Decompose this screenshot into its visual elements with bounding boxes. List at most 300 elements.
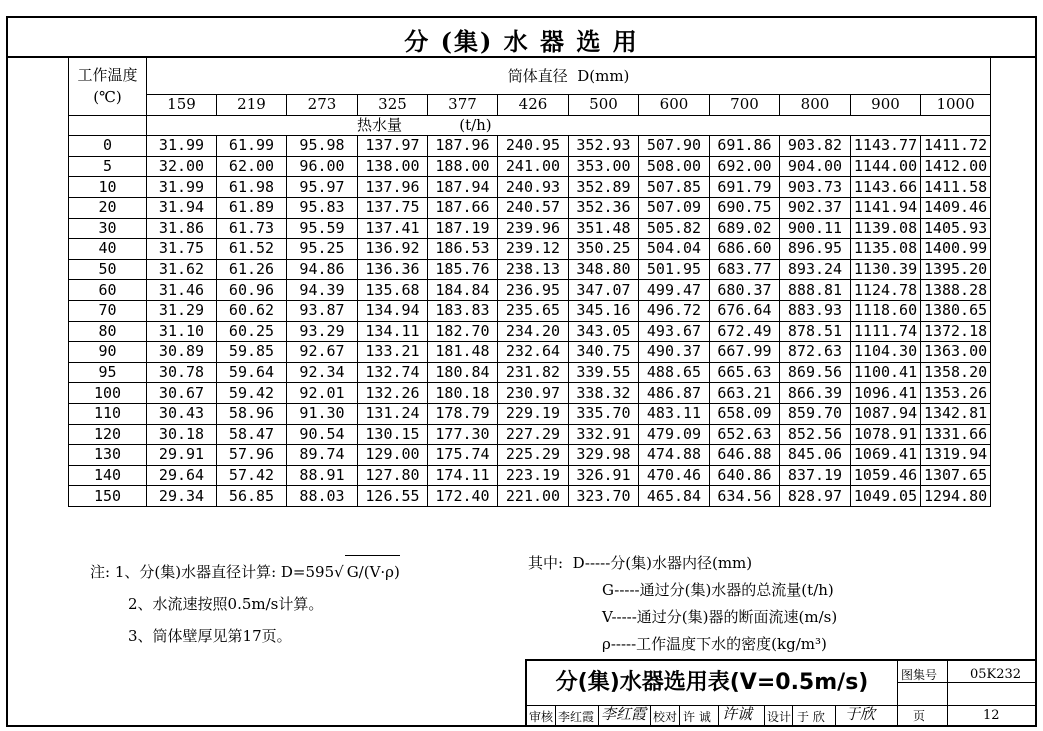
tb-vline bbox=[792, 705, 793, 727]
flow-cell: 866.39 bbox=[780, 383, 851, 404]
legend-where bbox=[528, 550, 837, 658]
flow-cell: 240.95 bbox=[498, 136, 569, 157]
diameter-col-header: 426 bbox=[498, 95, 569, 116]
flow-cell: 96.00 bbox=[287, 156, 358, 177]
flow-cell: 31.46 bbox=[147, 280, 217, 301]
flow-cell: 231.82 bbox=[498, 362, 569, 383]
flow-cell: 658.09 bbox=[710, 403, 780, 424]
flow-cell: 852.56 bbox=[780, 424, 851, 445]
flow-cell: 241.00 bbox=[498, 156, 569, 177]
flow-cell: 60.96 bbox=[217, 280, 287, 301]
temp-cell: 60 bbox=[69, 280, 147, 301]
flow-cell: 663.21 bbox=[710, 383, 780, 404]
tb-vline bbox=[897, 659, 898, 727]
flow-cell: 676.64 bbox=[710, 300, 780, 321]
flow-cell: 1096.41 bbox=[851, 383, 921, 404]
flow-cell: 182.70 bbox=[428, 321, 498, 342]
flow-cell: 1411.58 bbox=[921, 177, 991, 198]
flow-cell: 903.73 bbox=[780, 177, 851, 198]
flow-cell: 58.96 bbox=[217, 403, 287, 424]
flow-cell: 640.86 bbox=[710, 465, 780, 486]
flow-cell: 61.99 bbox=[217, 136, 287, 157]
table-row bbox=[69, 218, 991, 239]
table-row bbox=[69, 300, 991, 321]
table-row bbox=[69, 383, 991, 404]
flow-cell: 1307.65 bbox=[921, 465, 991, 486]
flow-cell: 137.41 bbox=[358, 218, 428, 239]
flow-cell: 499.47 bbox=[639, 280, 710, 301]
flow-cell: 903.82 bbox=[780, 136, 851, 157]
flow-cell: 896.95 bbox=[780, 239, 851, 260]
flow-cell: 31.62 bbox=[147, 259, 217, 280]
note-1-text: 注: 1、分(集)水器直径计算: D=595 bbox=[90, 563, 335, 581]
temp-cell: 5 bbox=[69, 156, 147, 177]
flow-cell: 343.05 bbox=[569, 321, 639, 342]
flow-cell: 181.48 bbox=[428, 342, 498, 363]
flow-cell: 90.54 bbox=[287, 424, 358, 445]
flow-cell: 507.90 bbox=[639, 136, 710, 157]
diameter-col-header: 1000 bbox=[921, 95, 991, 116]
flow-cell: 60.62 bbox=[217, 300, 287, 321]
diameter-col-header: 800 bbox=[780, 95, 851, 116]
flow-cell: 134.11 bbox=[358, 321, 428, 342]
flow-cell: 127.80 bbox=[358, 465, 428, 486]
temp-cell: 0 bbox=[69, 136, 147, 157]
flow-cell: 1143.66 bbox=[851, 177, 921, 198]
flow-cell: 31.94 bbox=[147, 197, 217, 218]
table-row bbox=[69, 239, 991, 260]
table-row bbox=[69, 445, 991, 466]
flow-cell: 92.01 bbox=[287, 383, 358, 404]
atlas-number: 05K232 bbox=[970, 667, 1022, 682]
flow-cell: 488.65 bbox=[639, 362, 710, 383]
table-row bbox=[69, 197, 991, 218]
flow-cell: 61.52 bbox=[217, 239, 287, 260]
flow-cell: 504.04 bbox=[639, 239, 710, 260]
flow-cell: 59.85 bbox=[217, 342, 287, 363]
tb-vline bbox=[598, 705, 599, 727]
flow-cell: 172.40 bbox=[428, 486, 498, 507]
temp-cell: 30 bbox=[69, 218, 147, 239]
flow-cell: 236.95 bbox=[498, 280, 569, 301]
flow-cell: 180.18 bbox=[428, 383, 498, 404]
flow-cell: 900.11 bbox=[780, 218, 851, 239]
flow-cell: 1130.39 bbox=[851, 259, 921, 280]
flow-cell: 240.57 bbox=[498, 197, 569, 218]
temp-cell: 120 bbox=[69, 424, 147, 445]
flow-cell: 132.26 bbox=[358, 383, 428, 404]
flow-cell: 1100.41 bbox=[851, 362, 921, 383]
flow-cell: 683.77 bbox=[710, 259, 780, 280]
flow-cell: 95.83 bbox=[287, 197, 358, 218]
flow-cell: 138.00 bbox=[358, 156, 428, 177]
flow-cell: 1059.46 bbox=[851, 465, 921, 486]
flow-cell: 345.16 bbox=[569, 300, 639, 321]
flow-cell: 470.46 bbox=[639, 465, 710, 486]
flow-cell: 235.65 bbox=[498, 300, 569, 321]
flow-cell: 893.24 bbox=[780, 259, 851, 280]
flow-cell: 352.36 bbox=[569, 197, 639, 218]
flow-cell: 347.07 bbox=[569, 280, 639, 301]
check-signature: 许诚 bbox=[722, 705, 753, 723]
temp-cell: 95 bbox=[69, 362, 147, 383]
flow-cell: 188.00 bbox=[428, 156, 498, 177]
table-row bbox=[69, 342, 991, 363]
temp-cell: 20 bbox=[69, 197, 147, 218]
flow-cell: 92.67 bbox=[287, 342, 358, 363]
table-row bbox=[69, 362, 991, 383]
temp-cell: 100 bbox=[69, 383, 147, 404]
flow-cell: 1294.80 bbox=[921, 486, 991, 507]
flow-cell: 352.89 bbox=[569, 177, 639, 198]
flow-cell: 137.96 bbox=[358, 177, 428, 198]
table-row bbox=[69, 259, 991, 280]
flow-cell: 95.25 bbox=[287, 239, 358, 260]
diameter-col-header: 600 bbox=[639, 95, 710, 116]
flow-cell: 60.25 bbox=[217, 321, 287, 342]
flow-cell: 30.67 bbox=[147, 383, 217, 404]
flow-cell: 869.56 bbox=[780, 362, 851, 383]
flow-cell: 501.95 bbox=[639, 259, 710, 280]
flow-cell: 133.21 bbox=[358, 342, 428, 363]
flow-cell: 872.63 bbox=[780, 342, 851, 363]
temp-cell: 50 bbox=[69, 259, 147, 280]
flow-cell: 186.53 bbox=[428, 239, 498, 260]
table-row bbox=[69, 156, 991, 177]
flow-cell: 187.96 bbox=[428, 136, 498, 157]
flow-cell: 131.24 bbox=[358, 403, 428, 424]
diameter-col-header: 500 bbox=[569, 95, 639, 116]
flow-cell: 1143.77 bbox=[851, 136, 921, 157]
tb-vline bbox=[650, 705, 651, 727]
diameter-col-header: 159 bbox=[147, 95, 217, 116]
note-1-formula: G/(V·ρ) bbox=[345, 555, 400, 588]
flow-cell: 338.32 bbox=[569, 383, 639, 404]
flow-cell: 59.42 bbox=[217, 383, 287, 404]
table-row bbox=[69, 424, 991, 445]
flow-cell: 1412.00 bbox=[921, 156, 991, 177]
where-d: D-----分(集)水器内径(mm) bbox=[572, 554, 753, 572]
page-title: 分 (集) 水 器 选 用 bbox=[404, 27, 639, 56]
flow-cell: 665.63 bbox=[710, 362, 780, 383]
flow-cell: 221.00 bbox=[498, 486, 569, 507]
flow-cell: 1049.05 bbox=[851, 486, 921, 507]
flow-cell: 904.00 bbox=[780, 156, 851, 177]
flow-cell: 177.30 bbox=[428, 424, 498, 445]
flow-cell: 474.88 bbox=[639, 445, 710, 466]
flow-cell: 828.97 bbox=[780, 486, 851, 507]
flow-cell: 229.19 bbox=[498, 403, 569, 424]
flow-cell: 652.63 bbox=[710, 424, 780, 445]
flow-cell: 135.68 bbox=[358, 280, 428, 301]
flow-cell: 479.09 bbox=[639, 424, 710, 445]
flow-cell: 32.00 bbox=[147, 156, 217, 177]
flow-cell: 1342.81 bbox=[921, 403, 991, 424]
flow-cell: 57.42 bbox=[217, 465, 287, 486]
where-g: G-----通过分(集)水器的总流量(t/h) bbox=[602, 581, 834, 599]
tb-vline bbox=[718, 705, 719, 727]
flow-cell: 134.94 bbox=[358, 300, 428, 321]
temp-cell: 90 bbox=[69, 342, 147, 363]
flow-cell: 92.34 bbox=[287, 362, 358, 383]
flow-cell: 30.43 bbox=[147, 403, 217, 424]
diameter-col-header: 377 bbox=[428, 95, 498, 116]
flow-cell: 1372.18 bbox=[921, 321, 991, 342]
flow-cell: 691.79 bbox=[710, 177, 780, 198]
flow-cell: 31.86 bbox=[147, 218, 217, 239]
flow-cell: 62.00 bbox=[217, 156, 287, 177]
temp-cell: 150 bbox=[69, 486, 147, 507]
flow-cell: 232.64 bbox=[498, 342, 569, 363]
flow-cell: 1069.41 bbox=[851, 445, 921, 466]
flow-cell: 490.37 bbox=[639, 342, 710, 363]
flow-cell: 132.74 bbox=[358, 362, 428, 383]
note-2: 2、水流速按照0.5m/s计算。 bbox=[128, 595, 324, 613]
flow-cell: 1118.60 bbox=[851, 300, 921, 321]
flow-cell: 888.81 bbox=[780, 280, 851, 301]
flow-cell: 137.75 bbox=[358, 197, 428, 218]
flow-cell: 31.99 bbox=[147, 177, 217, 198]
flow-cell: 30.89 bbox=[147, 342, 217, 363]
tb-vline bbox=[555, 705, 556, 727]
flow-cell: 837.19 bbox=[780, 465, 851, 486]
table-row bbox=[69, 280, 991, 301]
page-number: 12 bbox=[983, 708, 1000, 723]
temp-cell: 70 bbox=[69, 300, 147, 321]
flow-cell: 240.93 bbox=[498, 177, 569, 198]
flow-cell: 672.49 bbox=[710, 321, 780, 342]
diameter-col-header: 273 bbox=[287, 95, 358, 116]
flow-cell: 348.80 bbox=[569, 259, 639, 280]
flow-cell: 1078.91 bbox=[851, 424, 921, 445]
tb-vline bbox=[679, 705, 680, 727]
flow-cell: 95.98 bbox=[287, 136, 358, 157]
flow-cell: 29.91 bbox=[147, 445, 217, 466]
tb-vline bbox=[764, 705, 765, 727]
flow-cell: 1405.93 bbox=[921, 218, 991, 239]
flow-cell: 351.48 bbox=[569, 218, 639, 239]
flow-cell: 93.29 bbox=[287, 321, 358, 342]
flow-cell: 89.74 bbox=[287, 445, 358, 466]
flow-cell: 58.47 bbox=[217, 424, 287, 445]
flow-cell: 230.97 bbox=[498, 383, 569, 404]
temp-cell: 140 bbox=[69, 465, 147, 486]
flow-cell: 1411.72 bbox=[921, 136, 991, 157]
flow-cell: 238.13 bbox=[498, 259, 569, 280]
flow-cell: 183.83 bbox=[428, 300, 498, 321]
flow-cell: 94.86 bbox=[287, 259, 358, 280]
flow-cell: 845.06 bbox=[780, 445, 851, 466]
temp-header-line1: 工作温度 bbox=[77, 66, 138, 85]
temp-cell: 80 bbox=[69, 321, 147, 342]
diameter-col-header: 325 bbox=[358, 95, 428, 116]
flow-cell: 686.60 bbox=[710, 239, 780, 260]
flow-cell: 667.99 bbox=[710, 342, 780, 363]
flow-cell: 31.99 bbox=[147, 136, 217, 157]
sqrt-sign: √ bbox=[334, 563, 344, 581]
where-rho: ρ-----工作温度下水的密度(kg/m³) bbox=[602, 635, 827, 653]
flow-cell: 30.18 bbox=[147, 424, 217, 445]
where-label: 其中: bbox=[528, 554, 564, 572]
flow-cell: 1139.08 bbox=[851, 218, 921, 239]
flow-cell: 1331.66 bbox=[921, 424, 991, 445]
flow-cell: 353.00 bbox=[569, 156, 639, 177]
flow-cell: 31.29 bbox=[147, 300, 217, 321]
flow-cell: 350.25 bbox=[569, 239, 639, 260]
flow-cell: 332.91 bbox=[569, 424, 639, 445]
flow-cell: 689.02 bbox=[710, 218, 780, 239]
flow-cell: 323.70 bbox=[569, 486, 639, 507]
review-signature: 李红霞 bbox=[601, 705, 647, 723]
selection-table bbox=[68, 57, 991, 507]
flow-cell: 691.86 bbox=[710, 136, 780, 157]
flow-cell: 340.75 bbox=[569, 342, 639, 363]
temp-cell: 10 bbox=[69, 177, 147, 198]
flow-cell: 61.26 bbox=[217, 259, 287, 280]
flow-cell: 1363.00 bbox=[921, 342, 991, 363]
flow-cell: 352.93 bbox=[569, 136, 639, 157]
temp-header-spacer bbox=[69, 115, 147, 136]
flow-cell: 30.78 bbox=[147, 362, 217, 383]
flow-cell: 339.55 bbox=[569, 362, 639, 383]
temp-header-line2: (℃) bbox=[93, 88, 122, 107]
design-signature: 于欣 bbox=[845, 705, 876, 723]
flow-cell: 175.74 bbox=[428, 445, 498, 466]
table-row bbox=[69, 486, 991, 507]
flow-header: 热水量 (t/h) bbox=[147, 115, 991, 136]
flow-cell: 1388.28 bbox=[921, 280, 991, 301]
page-label: 页 bbox=[913, 709, 926, 723]
flow-cell: 174.11 bbox=[428, 465, 498, 486]
flow-cell: 1144.00 bbox=[851, 156, 921, 177]
flow-cell: 129.00 bbox=[358, 445, 428, 466]
design-name: 于 欣 bbox=[797, 710, 825, 724]
flow-cell: 483.11 bbox=[639, 403, 710, 424]
design-label: 设计 bbox=[767, 710, 792, 724]
flow-cell: 507.09 bbox=[639, 197, 710, 218]
tb-vline bbox=[947, 659, 948, 727]
flow-cell: 225.29 bbox=[498, 445, 569, 466]
flow-cell: 508.00 bbox=[639, 156, 710, 177]
flow-cell: 126.55 bbox=[358, 486, 428, 507]
flow-cell: 1400.99 bbox=[921, 239, 991, 260]
flow-cell: 187.19 bbox=[428, 218, 498, 239]
flow-cell: 137.97 bbox=[358, 136, 428, 157]
flow-cell: 178.79 bbox=[428, 403, 498, 424]
flow-cell: 329.98 bbox=[569, 445, 639, 466]
flow-cell: 692.00 bbox=[710, 156, 780, 177]
diameter-col-header: 219 bbox=[217, 95, 287, 116]
flow-cell: 902.37 bbox=[780, 197, 851, 218]
diameter-col-header: 700 bbox=[710, 95, 780, 116]
flow-cell: 465.84 bbox=[639, 486, 710, 507]
flow-cell: 859.70 bbox=[780, 403, 851, 424]
flow-cell: 496.72 bbox=[639, 300, 710, 321]
flow-cell: 1319.94 bbox=[921, 445, 991, 466]
tb-vline bbox=[835, 705, 836, 727]
note-3: 3、筒体壁厚见第17页。 bbox=[128, 627, 292, 645]
temp-cell: 40 bbox=[69, 239, 147, 260]
flow-cell: 507.85 bbox=[639, 177, 710, 198]
flow-cell: 184.84 bbox=[428, 280, 498, 301]
notes bbox=[90, 555, 400, 652]
flow-cell: 505.82 bbox=[639, 218, 710, 239]
flow-cell: 180.84 bbox=[428, 362, 498, 383]
flow-cell: 88.91 bbox=[287, 465, 358, 486]
drawing-title: 分(集)水器选用表(V=0.5m/s) bbox=[555, 670, 869, 695]
flow-cell: 883.93 bbox=[780, 300, 851, 321]
flow-cell: 136.36 bbox=[358, 259, 428, 280]
flow-cell: 335.70 bbox=[569, 403, 639, 424]
diameter-col-header: 900 bbox=[851, 95, 921, 116]
temp-cell: 110 bbox=[69, 403, 147, 424]
flow-cell: 57.96 bbox=[217, 445, 287, 466]
flow-cell: 1111.74 bbox=[851, 321, 921, 342]
flow-cell: 56.85 bbox=[217, 486, 287, 507]
flow-cell: 93.87 bbox=[287, 300, 358, 321]
flow-cell: 486.87 bbox=[639, 383, 710, 404]
flow-cell: 1124.78 bbox=[851, 280, 921, 301]
flow-cell: 690.75 bbox=[710, 197, 780, 218]
flow-cell: 29.64 bbox=[147, 465, 217, 486]
flow-cell: 95.59 bbox=[287, 218, 358, 239]
flow-cell: 227.29 bbox=[498, 424, 569, 445]
flow-cell: 493.67 bbox=[639, 321, 710, 342]
flow-cell: 680.37 bbox=[710, 280, 780, 301]
flow-cell: 1135.08 bbox=[851, 239, 921, 260]
flow-cell: 130.15 bbox=[358, 424, 428, 445]
flow-cell: 1104.30 bbox=[851, 342, 921, 363]
flow-cell: 234.20 bbox=[498, 321, 569, 342]
diameter-header: 筒体直径 D(mm) bbox=[147, 58, 991, 95]
flow-cell: 61.98 bbox=[217, 177, 287, 198]
flow-cell: 239.96 bbox=[498, 218, 569, 239]
flow-cell: 878.51 bbox=[780, 321, 851, 342]
flow-cell: 29.34 bbox=[147, 486, 217, 507]
flow-cell: 59.64 bbox=[217, 362, 287, 383]
flow-cell: 91.30 bbox=[287, 403, 358, 424]
flow-cell: 185.76 bbox=[428, 259, 498, 280]
flow-cell: 1353.26 bbox=[921, 383, 991, 404]
flow-cell: 94.39 bbox=[287, 280, 358, 301]
check-label: 校对 bbox=[653, 710, 678, 724]
table-row bbox=[69, 465, 991, 486]
flow-cell: 136.92 bbox=[358, 239, 428, 260]
flow-cell: 223.19 bbox=[498, 465, 569, 486]
flow-cell: 1358.20 bbox=[921, 362, 991, 383]
flow-cell: 1380.65 bbox=[921, 300, 991, 321]
flow-cell: 187.66 bbox=[428, 197, 498, 218]
flow-cell: 1409.46 bbox=[921, 197, 991, 218]
temp-header bbox=[69, 58, 147, 116]
table-row bbox=[69, 177, 991, 198]
flow-cell: 31.75 bbox=[147, 239, 217, 260]
table-row bbox=[69, 403, 991, 424]
atlas-label: 图集号 bbox=[901, 668, 938, 682]
flow-cell: 187.94 bbox=[428, 177, 498, 198]
review-name: 李红霞 bbox=[558, 710, 595, 724]
table-row bbox=[69, 321, 991, 342]
review-label: 审核 bbox=[529, 710, 554, 724]
flow-cell: 1395.20 bbox=[921, 259, 991, 280]
where-v: V-----通过分(集)器的断面流速(m/s) bbox=[602, 608, 838, 626]
flow-cell: 61.73 bbox=[217, 218, 287, 239]
flow-cell: 239.12 bbox=[498, 239, 569, 260]
flow-cell: 1141.94 bbox=[851, 197, 921, 218]
flow-cell: 326.91 bbox=[569, 465, 639, 486]
flow-cell: 31.10 bbox=[147, 321, 217, 342]
flow-cell: 95.97 bbox=[287, 177, 358, 198]
